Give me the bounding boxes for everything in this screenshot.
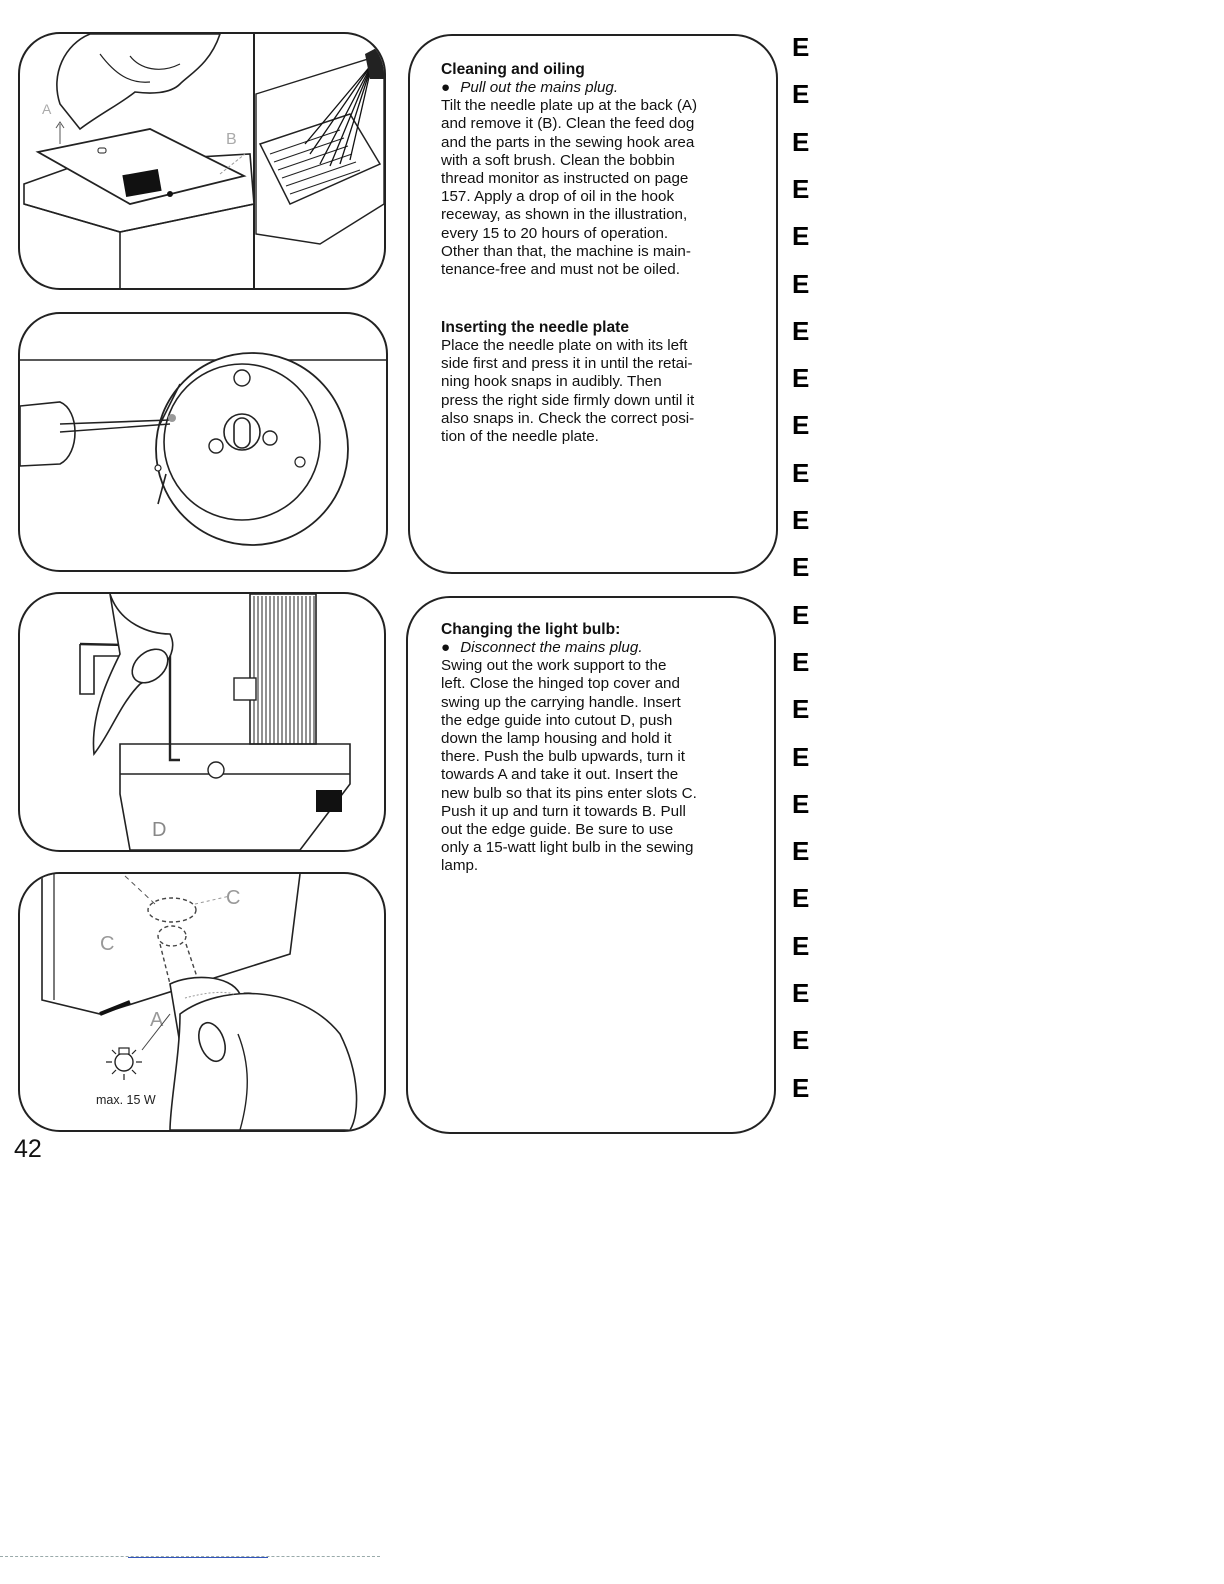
light-bulb-line: lamp. [441, 857, 479, 875]
figure-hook-oiling [18, 312, 388, 572]
language-tab-marker: E [792, 505, 810, 535]
language-tab-marker: E [792, 221, 810, 252]
light-bulb-line: swing up the carrying handle. Insert [441, 693, 681, 711]
language-tab-marker: E [792, 315, 810, 346]
light-bulb-line: Swing out the work support to the [441, 657, 667, 675]
needle-plate-line: Place the needle plate on with its left [441, 337, 688, 354]
label-d: D [152, 819, 167, 841]
language-tab-marker: E [792, 173, 810, 204]
wattage-label: max. 15 W [96, 1093, 156, 1107]
language-tab-marker: E [792, 126, 810, 157]
language-tab-marker: E [792, 836, 810, 867]
language-tab-marker: E [792, 930, 810, 961]
cleaning-line: every 15 to 20 hours of operation. [441, 224, 669, 242]
label-c-right: C [226, 887, 241, 909]
cleaning-title: Cleaning and oiling [441, 61, 585, 78]
figure-lamp-housing [18, 592, 386, 852]
light-bulb-warning: ● Disconnect the mains plug. [441, 639, 643, 656]
needle-plate-removal-illustration [20, 34, 384, 288]
cleaning-line: and the parts in the sewing hook area [441, 133, 695, 151]
cleaning-line: Other than that, the machine is main- [441, 242, 691, 260]
label-b: B [226, 131, 237, 148]
language-tab-marker: E [792, 79, 810, 110]
bullet-icon: ● [441, 79, 451, 96]
language-tab-marker: E [792, 1025, 810, 1056]
language-tab-marker: E [792, 457, 810, 488]
cleaning-line: tenance-free and must not be oiled. [441, 261, 680, 279]
cleaning-line: receway, as shown in the illustration, [441, 206, 688, 224]
cleaning-line: and remove it (B). Clean the feed dog [441, 115, 695, 133]
language-tab-marker: E [792, 694, 810, 725]
cleaning-warning: ● Pull out the mains plug. [441, 79, 619, 96]
section-cleaning-and-oiling [441, 60, 741, 279]
language-tab-marker: E [792, 32, 810, 62]
bulb-replacement-illustration [20, 874, 384, 1130]
light-bulb-line: only a 15-watt light bulb in the sewing [441, 839, 694, 857]
light-bulb-line: left. Close the hinged top cover and [441, 675, 680, 693]
bullet-icon: ● [441, 639, 451, 656]
label-a: A [150, 1009, 164, 1031]
language-tab-marker: E [792, 978, 810, 1008]
cleaning-line: 157. Apply a drop of oil in the hook [441, 188, 675, 206]
cleaning-line: Tilt the needle plate up at the back (A) [441, 97, 698, 115]
needle-plate-line: press the right side firmly down until it [441, 391, 695, 409]
footer-link-underline [128, 1557, 268, 1558]
language-tab-marker: E [792, 1072, 810, 1103]
language-tab-marker: E [792, 599, 810, 630]
hook-oiling-illustration [20, 314, 386, 570]
language-tab-marker: E [792, 268, 810, 299]
language-tab-marker: E [792, 410, 810, 441]
page-number: 42 [14, 1135, 42, 1163]
lamp-housing-illustration [20, 594, 384, 850]
section-changing-light-bulb [441, 620, 741, 876]
needle-plate-line: also snaps in. Check the correct posi- [441, 409, 695, 427]
needle-plate-line: ning hook snaps in audibly. Then [441, 373, 662, 391]
needle-plate-line: tion of the needle plate. [441, 428, 599, 446]
light-bulb-line: towards A and take it out. Insert the [441, 766, 679, 784]
language-tab-marker: E [792, 552, 810, 583]
light-bulb-line: there. Push the bulb upwards, turn it [441, 748, 685, 766]
light-bulb-line: Push it up and turn it towards B. Pull [441, 802, 686, 820]
figure-needle-plate-removal [18, 32, 386, 290]
label-a: A [42, 101, 52, 117]
light-bulb-line: new bulb so that its pins enter slots C. [441, 784, 697, 802]
light-bulb-line: out the edge guide. Be sure to use [441, 821, 674, 839]
language-tab-marker: E [792, 741, 810, 772]
cleaning-line: thread monitor as instructed on page [441, 170, 689, 188]
figure-bulb-replacement [18, 872, 386, 1132]
needle-plate-line: side first and press it in until the retai- [441, 355, 693, 373]
light-bulb-line: the edge guide into cutout D, push [441, 711, 673, 729]
section-inserting-needle-plate [441, 318, 741, 446]
language-tab-marker: E [792, 788, 810, 819]
light-bulb-title: Changing the light bulb: [441, 621, 621, 638]
language-tab-marker: E [792, 646, 810, 677]
label-c-left: C [100, 933, 115, 955]
light-bulb-line: down the lamp housing and hold it [441, 730, 672, 748]
language-tab-marker: E [792, 883, 810, 914]
language-tab-marker: E [792, 363, 810, 394]
needle-plate-title: Inserting the needle plate [441, 319, 630, 336]
cleaning-line: with a soft brush. Clean the bobbin [441, 151, 675, 169]
